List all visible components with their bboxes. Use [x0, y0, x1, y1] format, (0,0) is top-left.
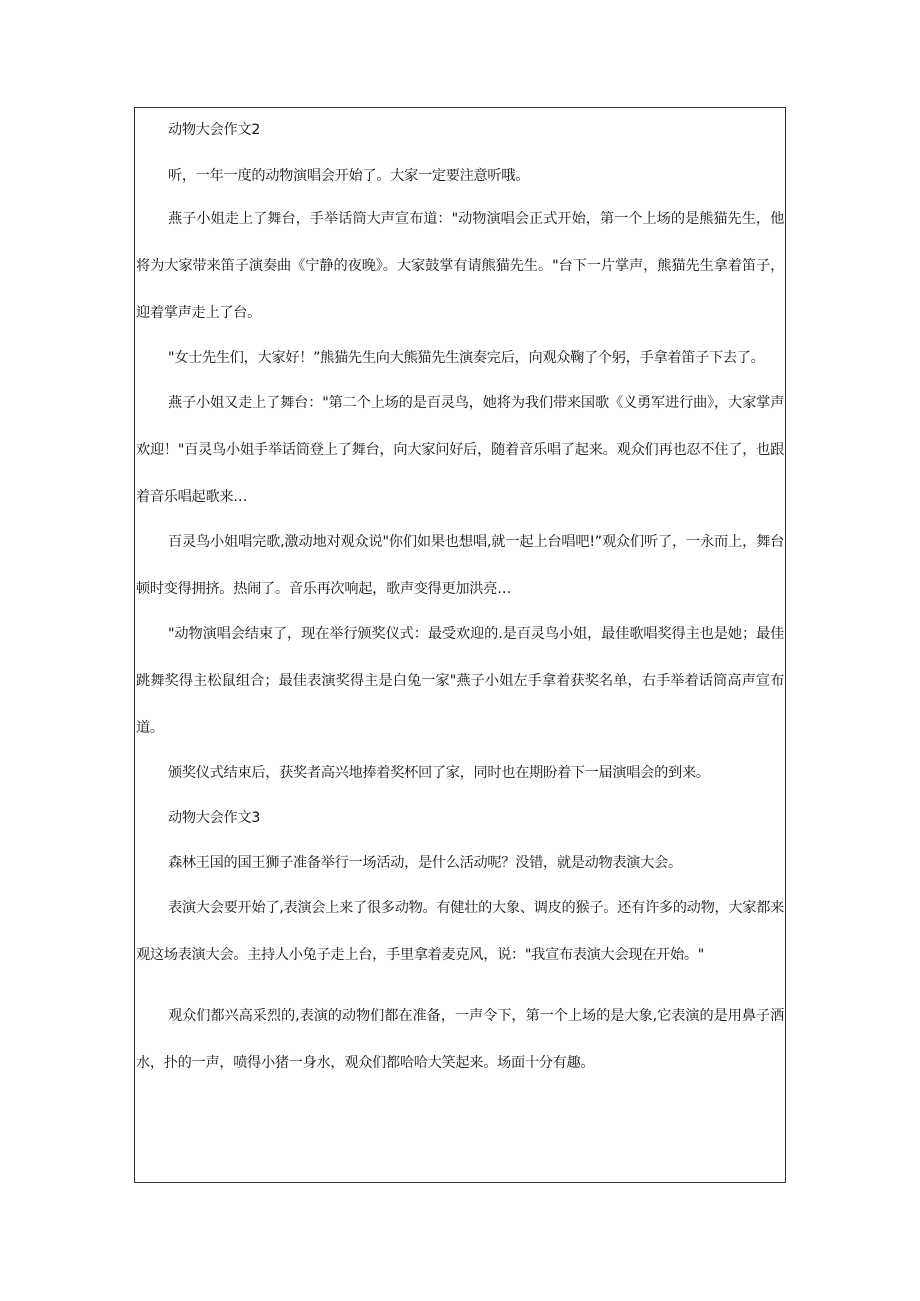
paragraph: 燕子小姐走上了舞台，手举话筒大声宣布道："动物演唱会正式开始，第一个上场的是熊猫先生，他将为大家带来笛子演奏曲《宁静的夜晚》。大家鼓掌有请熊猫先生。"台下一片掌声，熊猫先生拿着笛子，迎着掌声走上了台。: [136, 211, 784, 321]
section-heading: 动物大会作文3: [168, 810, 261, 826]
paragraph: 表演大会要开始了,表演会上来了很多动物。有健壮的大象、调皮的猴子。还有许多的动物，大家都来观这场表演大会。主持人小兔子走上台，手里拿着麦克风，说："我宣布表演大会现在开始。": [136, 900, 784, 963]
paragraph: "女士先生们，大家好！”熊猫先生向大熊猫先生演奏完后，向观众鞠了个躬，手拿着笛子下去了。: [168, 350, 765, 366]
paragraph: 百灵鸟小姐唱完歌,激动地对观众说"你们如果也想唱,就一起上台唱吧!”观众们听了，一永而上，舞台顿时变得拥挤。热闹了。音乐再次响起，歌声变得更加洪亮…: [136, 534, 784, 597]
paragraph: 观众们都兴高采烈的,表演的动物们都在准备，一声令下，第一个上场的是大象,它表演的是用鼻子洒水，扑的一声，喷得小猪一身水，观众们都哈哈大笑起来。场面十分有趣。: [136, 1008, 784, 1071]
paragraph: 听，一年一度的动物演唱会开始了。大家一定要注意听哦。: [168, 168, 530, 184]
paragraph: 燕子小姐又走上了舞台："第二个上场的是百灵鸟，她将为我们带来国歌《义勇军进行曲》，大家掌声欢迎！"百灵鸟小姐手举话筒登上了舞台，向大家问好后，随着音乐唱了起来。观众们再也忍不住了，也跟着音乐唱起歌来…: [136, 395, 784, 505]
paragraph: 颁奖仪式结束后，获奖者高兴地捧着奖杯回了家，同时也在期盼着下一届演唱会的到来。: [168, 765, 710, 781]
document-body: [136, 118, 784, 1087]
paragraph: "动物演唱会结束了，现在举行颁奖仪式：最受欢迎的.是百灵鸟小姐，最佳歌唱奖得主也是她；最佳跳舞奖得主松鼠组合；最佳表演奖得主是白兔一家"燕子小姐左手拿着获奖名单，右手举着话筒高声宣布道。: [136, 626, 784, 736]
paragraph: 森林王国的国王狮子准备举行一场活动，是什么活动呢？没错，就是动物表演大会。: [168, 855, 682, 871]
section-heading: 动物大会作文2: [168, 122, 261, 138]
